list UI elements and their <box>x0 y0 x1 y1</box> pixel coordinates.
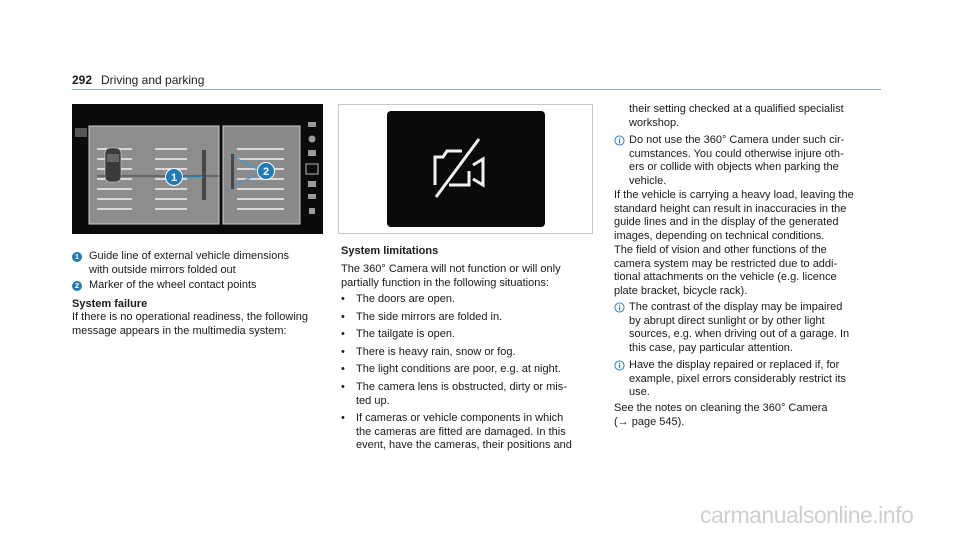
camera-off-figure <box>338 104 593 234</box>
bullet-dot: • <box>341 328 345 341</box>
car-top-view <box>105 148 121 182</box>
page-number: 292 <box>72 73 93 87</box>
list-item: • There is heavy rain, snow or fog. <box>341 345 516 358</box>
legend-1-text-2: with outside mirrors folded out <box>89 263 236 276</box>
section-title: Driving and parking <box>101 73 205 87</box>
camera-off-screen <box>339 105 592 233</box>
parking-camera-figure <box>72 104 323 234</box>
header-rule <box>72 89 881 90</box>
wheel-marker <box>202 150 206 200</box>
legend-item-1 <box>72 250 332 277</box>
system-limitations-intro: The 360° Camera will not function or will only partially function in the following situations: <box>341 263 561 289</box>
paragraph-field-of-vision: The field of vision and other functions of the camera system may be restricted due to addi- tional attachments on the vehicle (e.g. licence plate bracket, bicycle rack). <box>614 244 838 297</box>
callout-2-label: 2 <box>262 166 270 178</box>
legend-num-1: 1 <box>72 252 82 262</box>
bullet-dot: • <box>341 293 345 305</box>
note-1: Do not use the 360° Camera under such cir- cumstances. You could otherwise injure oth- ers or collide with objects when parking the vehicle. <box>614 134 879 188</box>
bullet-dot: • <box>341 380 345 393</box>
info-icon <box>614 135 625 146</box>
continued-text: their setting checked at a qualified specialist workshop. <box>629 103 844 129</box>
list-item: • The doors are open. <box>341 293 456 305</box>
note-2: The contrast of the display may be impaired by abrupt direct sunlight or by other light sources, e.g. when driving out of a garage. In this case, pay particular attention. <box>614 301 879 355</box>
legend-item-2 <box>72 279 332 293</box>
info-icon <box>614 302 625 313</box>
bullet-dot: • <box>341 310 345 323</box>
legend-1-text: Guide line of external vehicle dimensions <box>89 250 289 262</box>
note-3: Have the display repaired or replaced if, for example, pixel errors considerably restrict its use. <box>614 359 879 400</box>
legend-num-2: 2 <box>72 281 82 291</box>
list-item: • If cameras or vehicle components in which the cameras are fitted are damaged. In this event, have the cameras, their positions and <box>341 412 572 452</box>
bullet-dot: • <box>341 412 345 425</box>
list-item: • The camera lens is obstructed, dirty or mis- ted up. <box>341 380 567 407</box>
bullet-dot: • <box>341 363 345 376</box>
limitations-list <box>341 293 601 453</box>
info-icon <box>614 360 625 371</box>
list-item: • The light conditions are poor, e.g. at night. <box>341 363 561 376</box>
list-item: • The tailgate is open. <box>341 328 456 341</box>
page-link[interactable]: (→ page 545). <box>614 415 685 428</box>
paragraph-heavy-load: If the vehicle is carrying a heavy load, leaving the standard height can result in inaccuracies in the guide lines and in the display of the generated images, depending on technical conditions. <box>614 189 854 242</box>
system-failure-heading: System failure <box>72 298 148 310</box>
see-also: See the notes on cleaning the 360° Camera (→ page 545). <box>614 402 879 429</box>
list-item: • The side mirrors are folded in. <box>341 310 503 323</box>
legend-2-text: Marker of the wheel contact points <box>89 279 257 291</box>
camera-view-icon <box>75 128 87 137</box>
callout-1-label: 1 <box>170 172 178 184</box>
bullet-dot: • <box>341 345 345 358</box>
right-column <box>629 103 889 130</box>
system-limitations-heading: System limitations <box>341 245 439 257</box>
watermark: carmanualsonline.info <box>700 502 914 528</box>
parking-camera-screen <box>72 104 323 234</box>
system-failure-text: If there is no operational readiness, the following message appears in the multimedia system: <box>72 311 309 337</box>
